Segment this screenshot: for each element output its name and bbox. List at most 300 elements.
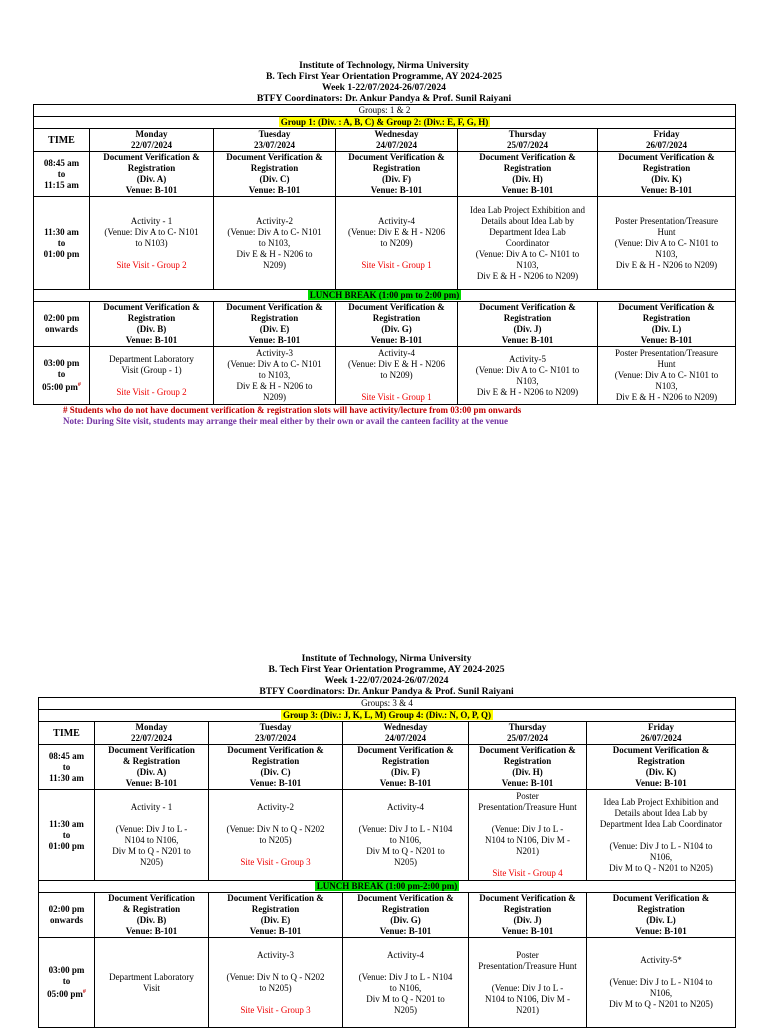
group-highlight-row [39, 710, 736, 722]
group-highlight-row [34, 117, 736, 129]
note-hash: # Students who do not have document verification & registration slots will have activity/lecture from 03:00 pm onwards [63, 405, 522, 415]
schedule-cell [214, 347, 336, 405]
lunch-cell [34, 290, 736, 302]
schedule-cell [598, 347, 736, 405]
schedule-cell [598, 152, 736, 197]
cell-line: Registration [127, 313, 176, 323]
cell-line: Registration [251, 756, 300, 766]
day-date: 24/07/2024 [384, 733, 426, 743]
schedule-row [39, 893, 736, 938]
schedule-cell [95, 938, 209, 1028]
time-line: 11:30 am [44, 226, 79, 237]
cell-line: (Venue: Div A to C- N101 [227, 226, 322, 237]
group-highlight: Group 3: (Div.: J, K, L, M) Group 4: (Div.: N, O, P, Q) [282, 710, 492, 720]
day-date: 25/07/2024 [506, 733, 548, 743]
cell-line: (Div. G) [381, 324, 412, 334]
schedule-cell [90, 152, 214, 197]
time-line: to [62, 829, 71, 840]
cell-line: to N205) [259, 835, 292, 845]
cell-line: Idea Lab Project Exhibition and [603, 796, 719, 807]
cell-line: Document Verification & [618, 152, 715, 162]
cell-line: (Div. K) [645, 767, 677, 777]
cell-line: Venue: B-101 [501, 335, 554, 345]
schedule-cell [209, 745, 343, 790]
schedule-cell [587, 893, 736, 938]
cell-line: Activity-5 [509, 353, 546, 364]
header-block-2 [38, 653, 735, 697]
site-visit-label: Site Visit - Group 1 [361, 259, 432, 270]
cell-line: Details about Idea Lab by [614, 807, 708, 818]
cell-line: Venue: B-101 [370, 185, 423, 195]
cell-line: to N209) [380, 370, 413, 380]
schedule-cell [214, 197, 336, 290]
cell-line: Div M to Q - N201 to N205) [609, 862, 713, 873]
day-name: Tuesday [259, 722, 292, 732]
schedule-row [34, 302, 736, 347]
cell-line: (Venue: Div A to C- N101 to [475, 364, 580, 375]
time-line: 02:00 pm [48, 904, 85, 914]
schedule-cell [336, 347, 458, 405]
schedule-cell [343, 790, 469, 881]
cell-line: N103, [516, 259, 539, 270]
cell-line: Registration [372, 313, 421, 323]
spacer [91, 249, 212, 260]
schedule-cell [336, 302, 458, 347]
cell-line: (Div. C) [259, 174, 290, 184]
cell-line: Registration [381, 756, 430, 766]
cell-line: Activity - 1 [130, 215, 173, 226]
cell-line: (Venue: Div E & H - N206 [348, 226, 445, 237]
time-line: onwards [49, 915, 83, 925]
cell-line: Div M to Q - N201 to [366, 846, 445, 856]
cell-line: Div M to Q - N201 to [112, 846, 191, 856]
day-date: 23/07/2024 [254, 733, 296, 743]
cell-line: Visit [143, 982, 160, 993]
cell-line: Div E & H - N206 to N209) [476, 270, 579, 281]
schedule-cell [469, 790, 587, 881]
schedule-cell [90, 197, 214, 290]
cell-line: Activity-3 [256, 348, 293, 358]
cell-line: (Venue: Div A to C- N101 [227, 359, 322, 369]
day-name: Thursday [508, 722, 547, 732]
day-header-wednesday [336, 129, 458, 152]
time-cell [34, 197, 90, 290]
time-line: 05:00 pm [47, 989, 83, 999]
cell-line: Venue: B-101 [635, 778, 687, 788]
schedule-cell [458, 347, 598, 405]
lunch-cell [39, 881, 736, 893]
schedule-row [34, 347, 736, 405]
cell-line: (Venue: Div A to C- N101 to [614, 370, 719, 380]
cell-line: Venue: B-101 [249, 926, 302, 936]
lunch-break-label: LUNCH BREAK (1:00 pm to 2:00 pm) [309, 290, 460, 300]
cell-line: (Div. A) [136, 174, 167, 184]
schedule-row [39, 938, 736, 1028]
schedule-cell [587, 745, 736, 790]
cell-line: Document Verification & [226, 302, 323, 312]
cell-line: Registration [372, 163, 421, 173]
cell-line: Venue: B-101 [379, 926, 432, 936]
day-date: 26/07/2024 [645, 140, 687, 150]
cell-line: (Div. B) [136, 324, 167, 334]
cell-line: (Venue: Div J to L - [115, 824, 188, 834]
day-name: Wednesday [383, 722, 428, 732]
day-header-tuesday [209, 722, 343, 745]
cell-line: Div E & H - N206 to [236, 248, 313, 259]
week-title: Week 1-22/07/2024-26/07/2024 [322, 82, 446, 93]
day-header-friday [598, 129, 736, 152]
cell-line: Document Verification & [348, 152, 445, 162]
cell-line: Document Verification & [103, 152, 200, 162]
cell-line: Document Verification & [226, 152, 323, 162]
cell-line: Registration [503, 756, 552, 766]
day-name: Tuesday [258, 129, 291, 139]
cell-line [470, 972, 585, 983]
cell-line: Document Verification & [348, 302, 445, 312]
cell-line: to N103) [135, 237, 168, 248]
time-line: to [62, 761, 71, 772]
time-line: 02:00 pm [43, 313, 80, 323]
cell-line: Poster Presentation/Treasure [615, 348, 718, 358]
cell-line: Venue: B-101 [125, 335, 178, 345]
spacer [210, 846, 341, 857]
schedule-block-2 [38, 653, 735, 1028]
cell-line: Document Verification & [479, 152, 576, 162]
cell-line: (Div. H) [512, 767, 543, 777]
time-line: to [62, 976, 71, 986]
cell-line: Venue: B-101 [501, 926, 554, 936]
cell-line: Poster [516, 949, 539, 960]
cell-line [588, 830, 734, 841]
cell-line: Div E & H - N206 to N209) [615, 392, 718, 402]
schedule-cell [209, 938, 343, 1028]
cell-line: (Div. J) [513, 324, 542, 334]
day-name: Wednesday [374, 129, 419, 139]
cell-line: Venue: B-101 [635, 926, 687, 936]
cell-line: & Registration [122, 756, 181, 766]
cell-line: Hunt [657, 359, 676, 369]
cell-line: (Venue: Div N to Q - N202 [226, 971, 325, 982]
cell-line: N201) [516, 1004, 539, 1015]
cell-line: Document Verification & [357, 893, 454, 903]
cell-line: Idea Lab Project Exhibition and [470, 204, 585, 215]
cell-line: Document Verification & [227, 745, 324, 755]
cell-line: Registration [642, 313, 691, 323]
cell-line: (Div. B) [136, 915, 167, 925]
day-date: 22/07/2024 [130, 140, 172, 150]
cell-line: to N106, [389, 835, 422, 845]
cell-line: N104 to N106, [124, 835, 179, 845]
schedule-table-2 [38, 697, 736, 1028]
spacer [91, 376, 212, 387]
time-cell [34, 302, 90, 347]
schedule-cell [336, 197, 458, 290]
lunch-break-label: LUNCH BREAK (1:00 pm-2:00 pm) [316, 881, 458, 891]
schedule-cell [469, 893, 587, 938]
cell-line: (Venue: Div J to L - N104 to [609, 977, 713, 987]
cell-line: Registration [637, 756, 685, 766]
cell-line: N103, [655, 381, 678, 391]
cell-line: Venue: B-101 [125, 185, 178, 195]
cell-line: Venue: B-101 [501, 778, 554, 788]
cell-line: (Venue: Div J to L - N104 to [609, 840, 713, 851]
schedule-cell [598, 197, 736, 290]
cell-line: N106, [649, 851, 673, 862]
site-visit-label: Site Visit - Group 2 [116, 259, 187, 270]
cell-line: Registration [251, 904, 300, 914]
cell-line: N201) [516, 846, 539, 856]
cell-line: (Venue: Div N to Q - N202 [226, 824, 325, 834]
cell-line: Venue: B-101 [379, 778, 432, 788]
day-name: Monday [135, 722, 168, 732]
cell-line: Document Verification & [612, 893, 710, 903]
time-cell [39, 790, 95, 881]
coordinators-title: BTFY Coordinators: Dr. Ankur Pandya & Prof. Sunil Raiyani [256, 93, 512, 104]
schedule-cell [458, 152, 598, 197]
cell-line: N205) [140, 857, 163, 867]
time-line: 11:30 am [49, 772, 84, 783]
time-header-label: TIME [48, 134, 75, 146]
cell-line: Activity-4 [378, 215, 415, 226]
cell-line: N205) [394, 857, 417, 867]
cell-line: Venue: B-101 [501, 185, 554, 195]
cell-line: (Div. L) [651, 324, 682, 334]
time-line: 08:45 am [43, 157, 80, 168]
cell-line: (Venue: Div J to L - [491, 982, 564, 993]
time-line: 03:00 pm [43, 358, 80, 368]
cell-line: Div E & H - N206 to N209) [615, 259, 718, 270]
time-line: to [57, 369, 66, 379]
schedule-cell [209, 790, 343, 881]
cell-line: Activity-4 [378, 348, 415, 358]
cell-line [588, 966, 734, 977]
cell-line: Activity-4 [387, 802, 424, 812]
cell-line: Document Verification & [479, 745, 576, 755]
cell-line [344, 961, 467, 972]
cell-line: Registration [642, 163, 691, 173]
day-name: Monday [135, 129, 168, 139]
cell-line: Department Laboratory [109, 353, 194, 364]
groups-row [39, 698, 736, 710]
time-line: to [57, 237, 66, 248]
time-line: 11:15 am [44, 179, 79, 190]
cell-line: (Div. H) [512, 174, 543, 184]
groups-label: Groups: 1 & 2 [358, 105, 411, 115]
schedule-row [39, 790, 736, 881]
cell-line [210, 961, 341, 972]
cell-line: (Venue: Div E & H - N206 [348, 359, 445, 369]
note-site-visit: Note: During Site visit, students may arrange their meal either by their own or avail the canteen facility at the venue [63, 416, 509, 426]
time-header-label: TIME [53, 727, 80, 739]
groups-cell [34, 105, 736, 117]
day-header-wednesday [343, 722, 469, 745]
cell-line: Document Verification & [618, 302, 715, 312]
cell-line: (Div. E) [259, 324, 290, 334]
schedule-cell [343, 938, 469, 1028]
cell-line: Department Idea Lab [489, 226, 566, 237]
day-name: Friday [653, 129, 680, 139]
time-line-wrap [40, 987, 93, 1000]
cell-line: (Div. J) [513, 915, 542, 925]
site-visit-label: Site Visit - Group 3 [240, 1004, 311, 1015]
lunch-row [39, 881, 736, 893]
week-title: Week 1-22/07/2024-26/07/2024 [324, 675, 449, 686]
cell-line: Venue: B-101 [370, 335, 423, 345]
schedule-cell [209, 893, 343, 938]
time-line: 01:00 pm [43, 248, 80, 259]
day-name: Friday [648, 722, 674, 732]
cell-line: Document Verification & [479, 302, 576, 312]
cell-line: Activity-2 [256, 215, 293, 226]
time-line: to [57, 168, 66, 179]
cell-line: Venue: B-101 [640, 335, 693, 345]
cell-line: (Div. L) [646, 915, 676, 925]
cell-line: Document Verification & [103, 302, 200, 312]
site-visit-label: Site Visit - Group 3 [240, 857, 311, 867]
cell-line: Registration [381, 904, 430, 914]
time-header [34, 129, 90, 152]
time-line: onwards [44, 324, 78, 334]
cell-line: Poster Presentation/Treasure [615, 215, 718, 226]
cell-line: Registration [637, 904, 685, 914]
cell-line: Venue: B-101 [125, 778, 178, 788]
schedule-cell [458, 197, 598, 290]
cell-line: N104 to N106, Div M - [485, 993, 570, 1004]
cell-line: Visit (Group - 1) [121, 364, 182, 375]
cell-line: N103, [655, 248, 678, 259]
programme-title: B. Tech First Year Orientation Programme, AY 2024-2025 [268, 664, 505, 675]
cell-line: (Div. F) [382, 174, 411, 184]
cell-line: Document Verification & [612, 745, 710, 755]
groups-row [34, 105, 736, 117]
groups-label: Groups: 3 & 4 [361, 698, 413, 708]
schedule-row [34, 152, 736, 197]
schedule-cell [469, 938, 587, 1028]
day-date: 24/07/2024 [375, 140, 417, 150]
cell-line: Document Verification & [227, 893, 324, 903]
spacer [337, 381, 456, 392]
cell-line: Registration [127, 163, 176, 173]
time-line: 01:00 pm [48, 840, 85, 851]
cell-line [470, 813, 585, 824]
schedule-cell [343, 745, 469, 790]
cell-line: (Div. E) [260, 915, 291, 925]
cell-line: to N103, [258, 370, 291, 380]
schedule-cell [336, 152, 458, 197]
cell-line: Div E & H - N206 to N209) [476, 386, 579, 397]
cell-line: Div M to Q - N201 to N205) [609, 999, 713, 1009]
time-header [39, 722, 95, 745]
cell-line: Activity-3 [257, 949, 294, 960]
cell-line: (Div. F) [391, 767, 420, 777]
day-date: 22/07/2024 [130, 733, 172, 743]
schedule-cell [214, 152, 336, 197]
cell-line: (Venue: Div J to L - [491, 824, 564, 834]
time-cell [34, 347, 90, 405]
schedule-cell [95, 745, 209, 790]
day-header-monday [95, 722, 209, 745]
day-header-row [39, 722, 736, 745]
time-line: 11:30 am [49, 818, 84, 829]
hash-marker: # [77, 382, 81, 388]
cell-line: N205) [394, 1004, 417, 1015]
site-visit-label: Site Visit - Group 4 [492, 868, 563, 878]
cell-line: Department Idea Lab Coordinator [599, 818, 723, 829]
groups-cell [39, 698, 736, 710]
day-header-row [34, 129, 736, 152]
programme-title: B. Tech First Year Orientation Programme, AY 2024-2025 [266, 71, 502, 82]
cell-line: Activity-4 [387, 949, 424, 960]
day-header-monday [90, 129, 214, 152]
cell-line: Venue: B-101 [248, 335, 301, 345]
cell-line: Registration [250, 313, 299, 323]
cell-line: (Venue: Div A to C- N101 to [475, 248, 580, 259]
cell-line: Department Laboratory [109, 971, 194, 982]
cell-line: Registration [503, 313, 552, 323]
schedule-cell [598, 302, 736, 347]
cell-line: to N209) [380, 237, 413, 248]
cell-line [96, 813, 207, 824]
cell-line: (Div. G) [390, 915, 421, 925]
schedule-table-1 [33, 104, 736, 405]
time-cell [39, 893, 95, 938]
schedule-row [34, 197, 736, 290]
cell-line [344, 813, 467, 824]
institute-title: Institute of Technology, Nirma University [299, 60, 469, 71]
day-date: 25/07/2024 [506, 140, 548, 150]
header-block-1 [33, 60, 735, 104]
cell-line: Document Verification [108, 745, 195, 755]
time-line: 03:00 pm [48, 965, 85, 975]
site-visit-label: Site Visit - Group 2 [116, 386, 187, 397]
spacer [210, 994, 341, 1005]
group-highlight: Group 1: (Div. : A, B, C) & Group 2: (Div.: E, F, G, H) [280, 117, 489, 127]
cell-line: Venue: B-101 [125, 926, 178, 936]
cell-line: (Venue: Div J to L - N104 [358, 824, 453, 834]
cell-line: Registration [250, 163, 299, 173]
cell-line: N106, [649, 988, 673, 998]
cell-line [210, 813, 341, 824]
time-line-wrap [35, 380, 88, 393]
cell-line: Hunt [657, 226, 676, 237]
schedule-cell [90, 347, 214, 405]
day-date: 23/07/2024 [253, 140, 295, 150]
cell-line: N104 to N106, Div M - [485, 835, 570, 845]
cell-line: (Div. A) [136, 767, 167, 777]
cell-line: Presentation/Treasure Hunt [478, 960, 577, 971]
day-header-friday [587, 722, 736, 745]
cell-line: Venue: B-101 [248, 185, 301, 195]
day-header-thursday [458, 129, 598, 152]
day-date: 26/07/2024 [640, 733, 682, 743]
cell-line: Venue: B-101 [249, 778, 302, 788]
schedule-cell [90, 302, 214, 347]
cell-line: to N106, [389, 982, 422, 993]
site-visit-label: Site Visit - Group 1 [361, 392, 432, 402]
cell-line: N209) [263, 259, 286, 270]
cell-line: Div E & H - N206 to [236, 381, 313, 391]
cell-line: & Registration [122, 904, 181, 914]
coordinators-title: BTFY Coordinators: Dr. Ankur Pandya & Prof. Sunil Raiyani [259, 686, 514, 697]
cell-line: Presentation/Treasure Hunt [478, 802, 577, 812]
schedule-cell [214, 302, 336, 347]
institute-title: Institute of Technology, Nirma University [301, 653, 472, 664]
time-cell [39, 938, 95, 1028]
lunch-row [34, 290, 736, 302]
cell-line: Venue: B-101 [640, 185, 693, 195]
cell-line: Coordinator [505, 237, 550, 248]
schedule-cell [469, 745, 587, 790]
